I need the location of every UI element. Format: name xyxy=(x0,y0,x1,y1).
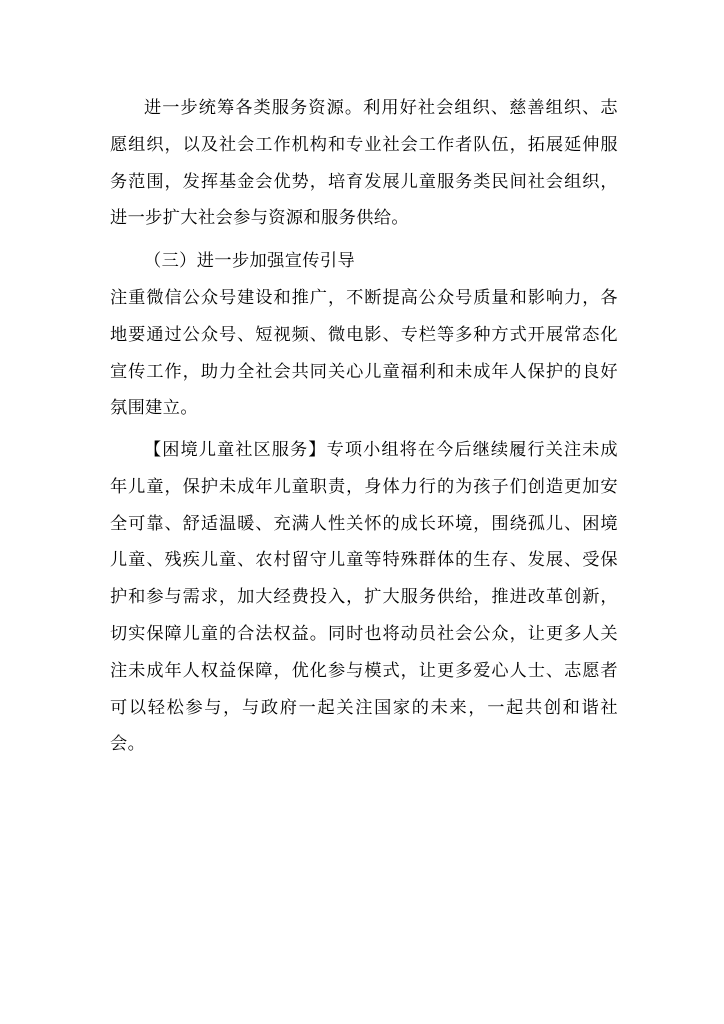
paragraph-service-resources: 进一步统筹各类服务资源。利用好社会组织、慈善组织、志愿组织，以及社会工作机构和专业社会工作者队伍，拓展延伸服务范围，发挥基金会优势，培育发展儿童服务类民间社会组织，进一步扩大社会参与资源和服务供给。 xyxy=(110,98,618,229)
section-heading-publicity: （三）进一步加强宣传引导 xyxy=(144,251,356,271)
paragraph-closing-statement: 【困境儿童社区服务】专项小组将在今后继续履行关注未成年儿童，保护未成年儿童职责，身体力行的为孩子们创造更加安全可靠、舒适温暖、充满人性关怀的成长环境，围绕孤儿、困境儿童、残疾儿童、农村留守儿童等特殊群体的生存、发展、受保护和参与需求，加大经费投入，扩大服务供给，推进改革创新，切实保障儿童的合法权益。同时也将动员社会公众，让更多人关注未成年人权益保障，优化参与模式，让更多爱心人士、志愿者可以轻松参与，与政府一起关注国家的未来，一起共创和谐社会。 xyxy=(110,440,618,755)
paragraph-publicity: 注重微信公众号建设和推广，不断提高公众号质量和影响力，各地要通过公众号、短视频、微电影、专栏等多种方式开展常态化宣传工作，助力全社会共同关心儿童福利和未成年人保护的良好氛围建立。 xyxy=(110,288,618,419)
